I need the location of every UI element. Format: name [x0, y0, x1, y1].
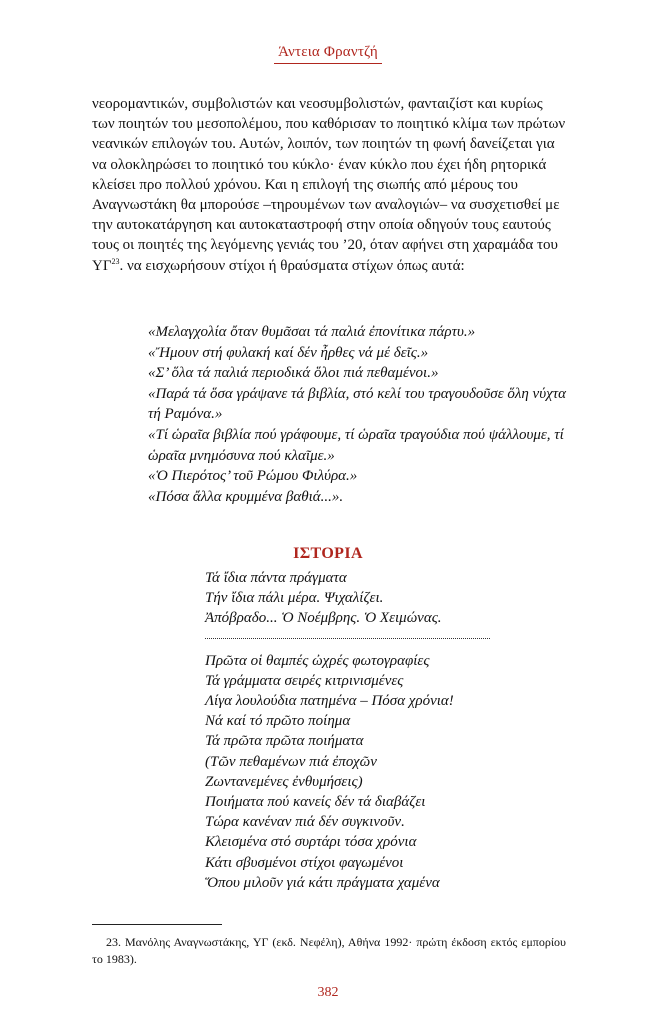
poem-line: Κάτι σβυσμένοι στίχοι φαγωμένοι	[205, 854, 404, 871]
poem-line: Κλεισμένα στό συρτάρι τόσα χρόνια	[205, 834, 417, 851]
quote-line: «Ἤμουν στή φυλακή καί δέν ἦρθες νά μέ δεῖς.»	[148, 344, 429, 361]
poem-line: Τά γράμματα σειρές κιτρινισμένες	[205, 672, 404, 689]
footnote-reference[interactable]: 23	[111, 256, 120, 266]
running-title: Άντεια Φραντζή	[274, 44, 382, 64]
poem-line: Τά πρῶτα πρῶτα ποιήματα	[205, 733, 364, 750]
quoted-verses	[148, 322, 568, 507]
poem-line: Τώρα κανέναν πιά δέν συγκινοῦν.	[205, 814, 405, 831]
poem-title: ΙΣΤΟΡΙΑ	[293, 545, 363, 562]
poem-line: Τά ἴδια πάντα πράγματα	[205, 570, 347, 586]
ellipsis-divider	[205, 629, 490, 639]
paragraph	[92, 94, 566, 276]
quote-line: «Σ’ ὅλα τά παλιά περιοδικά ὅλοι πιά πεθαμένοι.»	[148, 365, 439, 382]
quote-line: «Τί ὡραῖα βιβλία πού γράφουμε, τί ὡραῖα τραγούδια πού ψάλλουμε, τί ὡραῖα μνημόσυνα πού κλαῖμε.»	[148, 426, 564, 464]
footnote: 23. Μανόλης Αναγνωστάκης, ΥΓ (εκδ. Νεφέλη), Αθήνα 1992· πρώτη έκδοση εκτός εμπορίου το 1983).	[92, 935, 566, 966]
poem	[205, 568, 585, 893]
quote-line: «Παρά τά ὅσα γράψανε τά βιβλία, στό κελί του τραγουδοῦσε ὅλη νύχτα τή Ραμόνα.»	[148, 385, 566, 423]
quote-line: «Πόσα ἄλλα κρυμμένα βαθιά...».	[148, 488, 344, 505]
poem-line: (Τῶν πεθαμένων πιά ἐποχῶν	[205, 753, 377, 770]
poem-line: Ὅπου μιλοῦν γιά κάτι πράγματα χαμένα	[205, 874, 440, 891]
body-paragraph	[92, 94, 566, 276]
poem-line: Λίγα λουλούδια πατημένα – Πόσα χρόνια!	[205, 693, 454, 710]
paragraph-tail-text: . να εισχωρήσουν στίχοι ή θραύσματα στίχων όπως αυτά:	[119, 257, 465, 274]
running-header	[0, 44, 656, 61]
poem-line: Τήν ἴδια πάλι μέρα. Ψιχαλίζει.	[205, 590, 384, 607]
poem-line: Ἀπόβραδο... Ὁ Νοέμβρης. Ὁ Χειμώνας.	[205, 610, 442, 627]
footnote-separator	[92, 924, 222, 925]
quote-line: «Μελαγχολία ὄταν θυμᾶσαι τά παλιά ἐπονίτικα πάρτυ.»	[148, 324, 476, 340]
paragraph-main-text: νεορομαντικών, συμβολιστών και νεοσυμβολιστών, φανταιζίστ και κυρίως των ποιητών του μεσοπολέμου, που καθόρισαν το ποιητικό κλίμα των πρώτων νεανικών επιλογών του. Αυτών, λοιπόν, των ποιητών τη φωνή δανείζεται για να ολοκληρώσει το ποιητικό του κύκλο· έναν κύκλο που έχει ήδη ρητορικά κλείσει προ πολλού χρόνου. Και η επιλογή της σιωπής από μέρους του Αναγνωστάκη θα μπορούσε –τηρουμένων των αναλογιών– να συσχετισθεί με την αυτοκατάργηση και αυτοκαταστροφή στην οποία οδηγούν τους εαυτούς τους οι ποιητές της λεγόμενης γενιάς του ’20, όταν αφήνει στη χαραμάδα του ΥΓ	[92, 96, 566, 274]
page-number: 382	[317, 985, 339, 1000]
poem-line: Ζωντανεμένες ἐνθυμήσεις)	[205, 773, 363, 790]
poem-line: Νά καί τό πρῶτο ποίημα	[205, 713, 351, 730]
quote-line: «Ὁ Πιερότος’ τοῦ Ρώμου Φιλύρα.»	[148, 468, 358, 485]
poem-line: Ποιήματα πού κανείς δέν τά διαβάζει	[205, 794, 426, 811]
poem-line: Πρῶτα οἱ θαμπές ὠχρές φωτογραφίες	[205, 652, 430, 669]
